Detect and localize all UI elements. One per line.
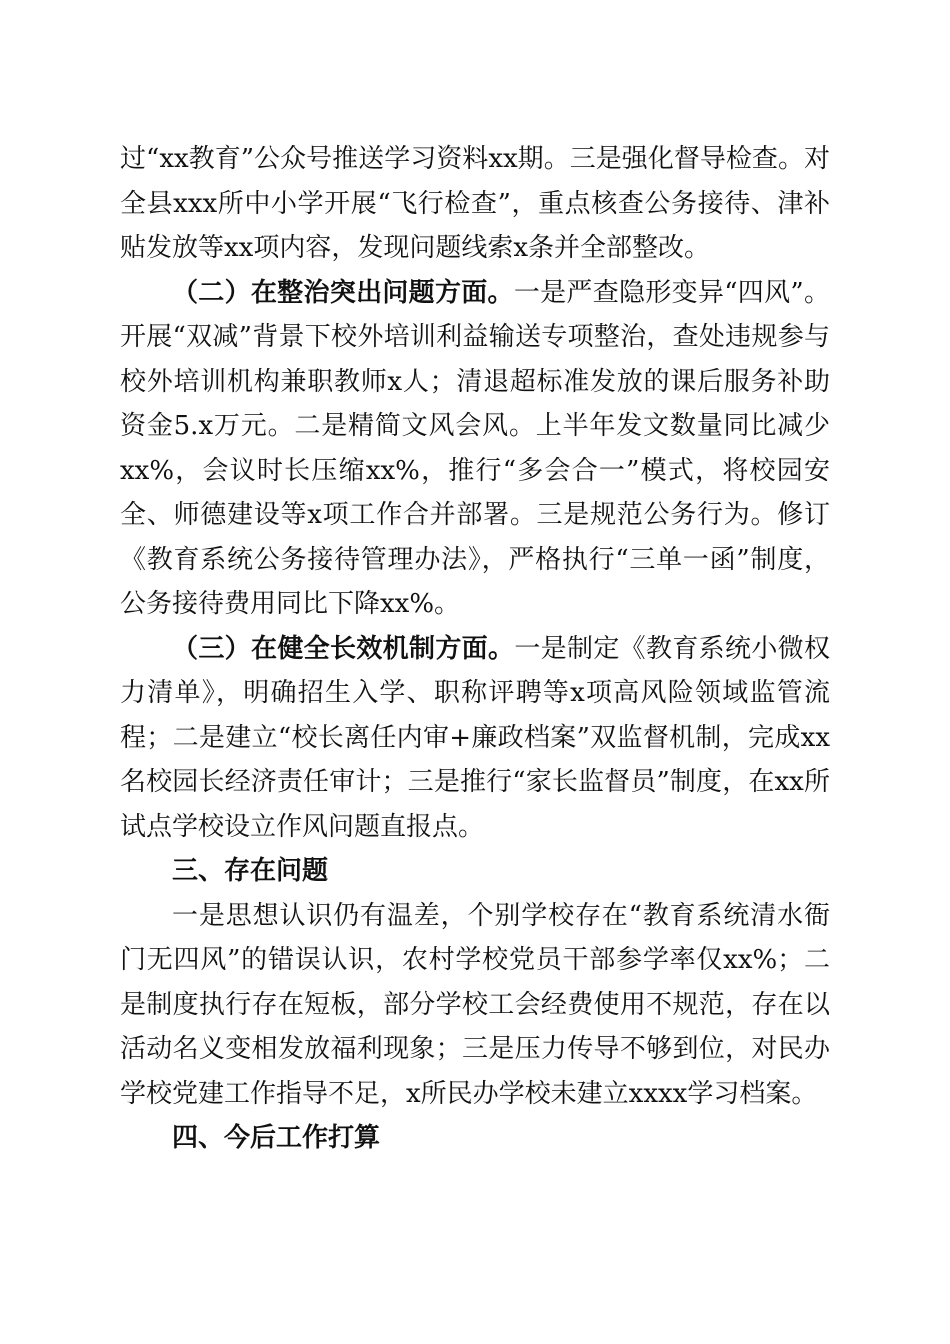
subheading-rectify-problems: （二）在整治突出问题方面。: [172, 277, 514, 308]
paragraph-long-term-mechanism: [120, 627, 830, 850]
subheading-long-term-mechanism: （三）在健全长效机制方面。: [172, 633, 515, 664]
paragraph-continuation: 过“xx教育”公众号推送学习资料xx期。三是强化督导检查。对全县xxx所中小学开展“飞行检查”，重点核查公务接待、津补贴发放等xx项内容，发现问题线索x条并全部整改。: [120, 144, 830, 263]
document-body: [120, 137, 830, 1161]
paragraph-long-term-mechanism-body: 一是制定《教育系统小微权力清单》，明确招生入学、职称评聘等x项高风险领域监管流程；二是建立“校长离任内审+廉政档案”双监督机制，完成xx名校园长经济责任审计；三是推行“家长监督员”制度，在xx所试点学校设立作风问题直报点。: [120, 633, 830, 842]
section-heading-future-plans: 四、今后工作打算: [172, 1123, 381, 1153]
paragraph-rectify-problems-body: 一是严查隐形变异“四风”。开展“双减”背景下校外培训利益输送专项整治，查处违规参与校外培训机构兼职教师x人；清退超标准发放的课后服务补助资金5.x万元。二是精简文风会风。上半年发文数量同比减少xx%，会议时长压缩xx%，推行“多会合一”模式，将校园安全、师德建设等x项工作合并部署。三是规范公务行为。修订《教育系统公务接待管理办法》，严格执行“三单一函”制度，公务接待费用同比下降xx%。: [120, 277, 830, 619]
paragraph-existing-problems: 一是思想认识仍有温差，个别学校存在“教育系统清水衙门无四风”的错误认识，农村学校党员干部参学率仅xx%；二是制度执行存在短板，部分学校工会经费使用不规范，存在以活动名义变相发放福利现象；三是压力传导不够到位，对民办学校党建工作指导不足，x所民办学校未建立xxxx学习档案。: [120, 900, 830, 1109]
section-heading-existing-problems: 三、存在问题: [172, 856, 329, 886]
paragraph-rectify-problems: [120, 271, 830, 627]
